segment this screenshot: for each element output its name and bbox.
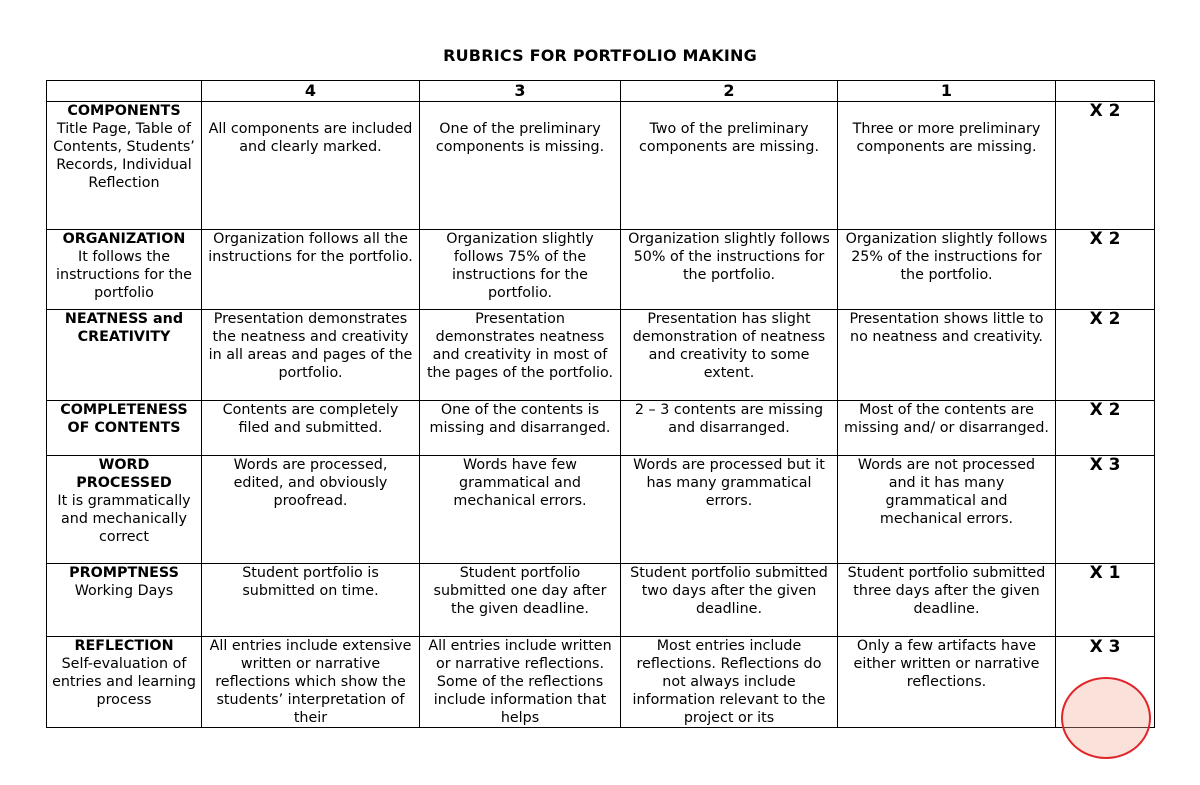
level-3-cell: Words have few grammatical and mechanical errors. bbox=[420, 456, 621, 564]
level-4-cell: Presentation demonstrates the neatness and creativity in all areas and pages of the portfolio. bbox=[202, 310, 420, 401]
criteria-title: REFLECTION bbox=[74, 638, 174, 654]
criteria-cell bbox=[47, 564, 202, 637]
multiplier-cell bbox=[1056, 637, 1155, 728]
table-row bbox=[47, 456, 1155, 564]
table-row bbox=[47, 401, 1155, 456]
criteria-title: COMPLETENESS OF CONTENTS bbox=[60, 402, 188, 436]
criteria-title: PROMPTNESS bbox=[69, 565, 179, 581]
criteria-title: WORD PROCESSED bbox=[76, 457, 172, 491]
criteria-description: It is grammatically and mechanically correct bbox=[57, 493, 191, 545]
criteria-cell bbox=[47, 456, 202, 564]
header-score-1: 1 bbox=[838, 81, 1056, 102]
criteria-cell bbox=[47, 310, 202, 401]
header-score-2: 2 bbox=[621, 81, 838, 102]
level-3-cell: One of the preliminary components is missing. bbox=[420, 102, 621, 230]
level-3-cell: Student portfolio submitted one day after the given deadline. bbox=[420, 564, 621, 637]
highlighted-multiplier: X 3 bbox=[1080, 637, 1131, 657]
level-2-cell: Words are processed but it has many grammatical errors. bbox=[621, 456, 838, 564]
level-1-cell: Student portfolio submitted three days after the given deadline. bbox=[838, 564, 1056, 637]
level-4-cell: Words are processed, edited, and obviously proofread. bbox=[202, 456, 420, 564]
criteria-title: ORGANIZATION bbox=[62, 231, 186, 247]
level-3-cell: Organization slightly follows 75% of the instructions for the portfolio. bbox=[420, 230, 621, 310]
rubric-table bbox=[46, 80, 1155, 728]
multiplier-cell: X 3 bbox=[1056, 456, 1155, 564]
level-4-cell: Student portfolio is submitted on time. bbox=[202, 564, 420, 637]
level-4-cell: All components are included and clearly marked. bbox=[202, 102, 420, 230]
level-3-cell: All entries include written or narrative reflections. Some of the reflections include information that helps bbox=[420, 637, 621, 728]
multiplier-cell: X 1 bbox=[1056, 564, 1155, 637]
multiplier-cell: X 2 bbox=[1056, 401, 1155, 456]
level-3-cell: Presentation demonstrates neatness and creativity in most of the pages of the portfolio. bbox=[420, 310, 621, 401]
criteria-description: Title Page, Table of Contents, Students’ Records, Individual Reflection bbox=[53, 121, 195, 191]
criteria-description: Working Days bbox=[74, 583, 174, 599]
level-1-cell: Only a few artifacts have either written or narrative reflections. bbox=[838, 637, 1056, 728]
header-multiplier bbox=[1056, 81, 1155, 102]
criteria-title: COMPONENTS bbox=[67, 103, 181, 119]
level-2-cell: Two of the preliminary components are missing. bbox=[621, 102, 838, 230]
level-1-cell: Three or more preliminary components are missing. bbox=[838, 102, 1056, 230]
level-4-cell: All entries include extensive written or narrative reflections which show the students’ interpretation of their bbox=[202, 637, 420, 728]
criteria-description: It follows the instructions for the portfolio bbox=[56, 249, 192, 301]
header-score-3: 3 bbox=[420, 81, 621, 102]
level-1-cell: Most of the contents are missing and/ or disarranged. bbox=[838, 401, 1056, 456]
table-row bbox=[47, 564, 1155, 637]
criteria-cell bbox=[47, 102, 202, 230]
criteria-cell bbox=[47, 637, 202, 728]
level-1-cell: Organization slightly follows 25% of the instructions for the portfolio. bbox=[838, 230, 1056, 310]
level-4-cell: Contents are completely filed and submitted. bbox=[202, 401, 420, 456]
table-row bbox=[47, 230, 1155, 310]
level-1-cell: Words are not processed and it has many grammatical and mechanical errors. bbox=[838, 456, 1056, 564]
level-1-cell: Presentation shows little to no neatness and creativity. bbox=[838, 310, 1056, 401]
criteria-cell bbox=[47, 401, 202, 456]
table-row bbox=[47, 310, 1155, 401]
criteria-cell bbox=[47, 230, 202, 310]
multiplier-cell: X 2 bbox=[1056, 310, 1155, 401]
header-row bbox=[47, 81, 1155, 102]
level-2-cell: Student portfolio submitted two days after the given deadline. bbox=[621, 564, 838, 637]
table-row bbox=[47, 637, 1155, 728]
level-2-cell: Organization slightly follows 50% of the instructions for the portfolio. bbox=[621, 230, 838, 310]
page-title: RUBRICS FOR PORTFOLIO MAKING bbox=[443, 46, 757, 65]
level-2-cell: Most entries include reflections. Reflections do not always include information relevant to the project or its bbox=[621, 637, 838, 728]
level-3-cell: One of the contents is missing and disarranged. bbox=[420, 401, 621, 456]
multiplier-cell: X 2 bbox=[1056, 102, 1155, 230]
criteria-title: NEATNESS and CREATIVITY bbox=[64, 311, 184, 345]
header-criteria bbox=[47, 81, 202, 102]
criteria-description: Self-evaluation of entries and learning process bbox=[52, 656, 196, 708]
level-2-cell: 2 – 3 contents are missing and disarranged. bbox=[621, 401, 838, 456]
multiplier-cell: X 2 bbox=[1056, 230, 1155, 310]
header-score-4: 4 bbox=[202, 81, 420, 102]
level-2-cell: Presentation has slight demonstration of neatness and creativity to some extent. bbox=[621, 310, 838, 401]
level-4-cell: Organization follows all the instructions for the portfolio. bbox=[202, 230, 420, 310]
table-row bbox=[47, 102, 1155, 230]
